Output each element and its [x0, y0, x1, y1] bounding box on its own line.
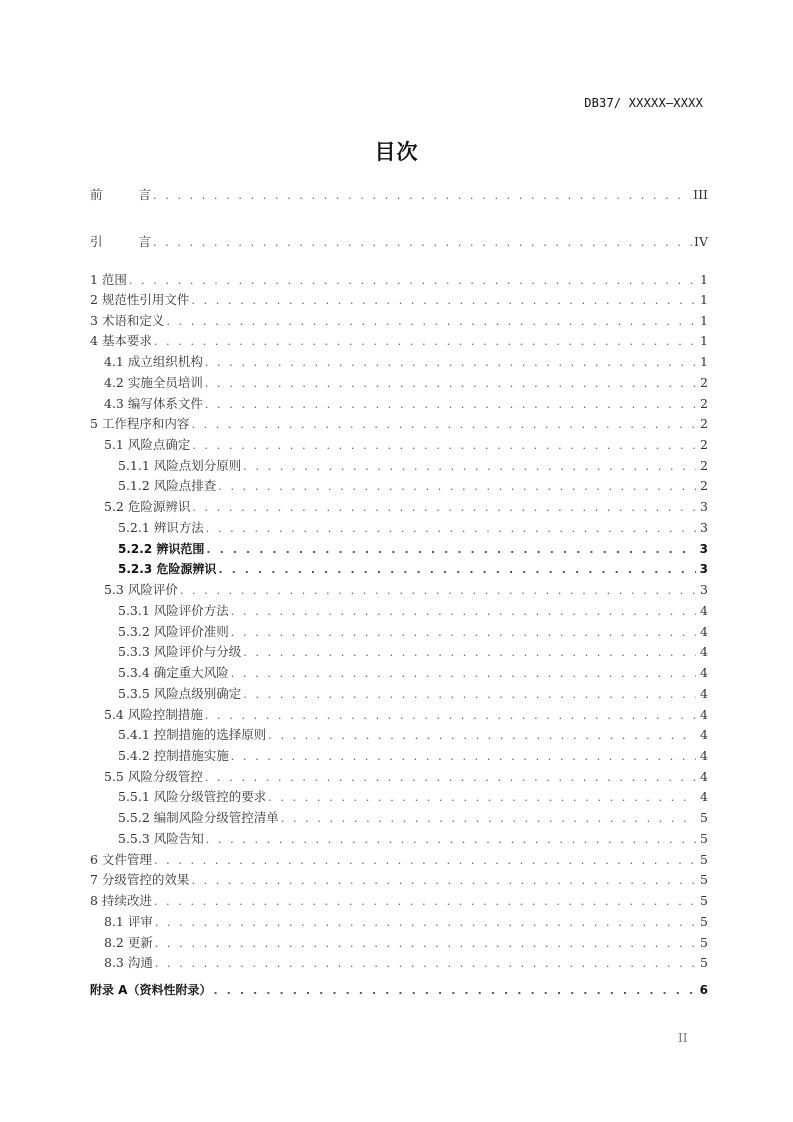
dot-leader — [153, 233, 692, 253]
toc-entry[interactable] — [90, 456, 708, 476]
toc-entry-label-second: 言 — [138, 187, 152, 202]
toc-entry-label: 1 范围 — [90, 272, 127, 287]
toc-entry[interactable] — [90, 185, 708, 205]
toc-entry-label: 5.2.2 辨识范围 — [118, 542, 205, 556]
toc-entry-page: 5 — [700, 955, 708, 970]
toc-entry-page: 3 — [699, 542, 708, 556]
toc-entry[interactable] — [90, 767, 708, 787]
toc-entry[interactable] — [90, 705, 708, 725]
toc-entry[interactable] — [90, 746, 708, 766]
standard-code: DB37/ XXXXX—XXXX — [584, 96, 703, 110]
toc-entry-page: 6 — [699, 983, 708, 997]
toc-entry[interactable] — [90, 394, 708, 414]
toc-entry-label-first: 前 — [90, 187, 103, 202]
dot-leader — [205, 768, 696, 788]
toc-entry[interactable] — [90, 539, 708, 559]
toc-entry-label: 8.3 沟通 — [104, 955, 153, 970]
toc-entry-label: 5.2 危险源辨识 — [104, 499, 191, 514]
toc-entry-label: 5.1.2 风险点排查 — [118, 478, 217, 493]
dot-leader — [191, 415, 696, 435]
dot-leader — [206, 519, 696, 539]
toc-entry-page: 4 — [700, 665, 708, 680]
dot-leader — [205, 353, 696, 373]
toc-entry-label: 5.4 风险控制措施 — [104, 707, 203, 722]
toc-entry[interactable] — [90, 829, 708, 849]
toc-entry-page: 2 — [700, 416, 708, 431]
dot-leader — [231, 602, 696, 622]
toc-entry[interactable] — [90, 373, 708, 393]
dot-leader — [155, 913, 696, 933]
dot-leader — [231, 664, 696, 684]
toc-entry-page: 5 — [700, 893, 708, 908]
toc-entry[interactable] — [90, 232, 708, 252]
toc-entry-label: 5.4.2 控制措施实施 — [118, 748, 229, 763]
dot-leader — [243, 457, 696, 477]
toc-entry-page: 4 — [700, 624, 708, 639]
dot-leader — [243, 685, 696, 705]
dot-leader — [205, 706, 696, 726]
toc-entry[interactable] — [90, 870, 708, 890]
toc-entry-label: 5.3.1 风险评价方法 — [118, 603, 229, 618]
toc-entry-label: 5.3 风险评价 — [104, 582, 178, 597]
dot-leader — [180, 581, 696, 601]
toc-entry-page: 1 — [700, 313, 708, 328]
toc-entry[interactable] — [90, 352, 708, 372]
toc-entry[interactable] — [90, 414, 708, 434]
dot-leader — [206, 830, 696, 850]
toc-entry-label: 5.2.1 辨识方法 — [118, 520, 204, 535]
toc-entry-page: 2 — [700, 458, 708, 473]
toc-entry[interactable] — [90, 435, 708, 455]
toc-entry[interactable] — [90, 290, 708, 310]
toc-entry[interactable] — [90, 787, 708, 807]
toc-entry[interactable] — [90, 642, 708, 662]
dot-leader — [166, 312, 696, 332]
toc-entry-page: 5 — [700, 914, 708, 929]
dot-leader — [155, 934, 696, 954]
toc-entry-label: 4 基本要求 — [90, 333, 152, 348]
toc-entry-label: 5.2.3 危险源辨识 — [118, 562, 217, 576]
toc-entry-label-first: 引 — [90, 234, 103, 249]
toc-entry-label: 5.3.3 风险评价与分级 — [118, 644, 242, 659]
dot-leader — [268, 788, 696, 808]
toc-entry-label: 2 规范性引用文件 — [90, 292, 190, 307]
toc-entry[interactable] — [90, 622, 708, 642]
dot-leader — [218, 477, 696, 497]
dot-leader — [206, 540, 696, 560]
toc-entry-page: 4 — [700, 686, 708, 701]
toc-entry[interactable] — [90, 725, 708, 745]
toc-entry-label: 5.5 风险分级管控 — [104, 769, 203, 784]
toc-entry-label: 8 持续改进 — [90, 893, 152, 908]
dot-leader — [231, 623, 696, 643]
toc-entry-label: 4.1 成立组织机构 — [104, 354, 203, 369]
dot-leader — [192, 498, 696, 518]
toc-entry-page: 1 — [700, 333, 708, 348]
toc-entry-label: 3 术语和定义 — [90, 313, 165, 328]
toc-entry-label: 4.3 编写体系文件 — [104, 396, 203, 411]
toc-entry[interactable] — [90, 311, 708, 331]
toc-entry-page: 5 — [700, 872, 708, 887]
toc-entry-label: 附录 A（资料性附录） — [90, 983, 212, 997]
toc-entry-page: 4 — [700, 748, 708, 763]
toc-entry-page: III — [693, 187, 708, 202]
dot-leader — [129, 271, 696, 291]
dot-leader — [213, 981, 696, 1001]
dot-leader — [205, 395, 696, 415]
toc-entry-page: 5 — [700, 810, 708, 825]
toc-entry-label-second: 言 — [138, 234, 152, 249]
toc-entry-label: 5.3.4 确定重大风险 — [118, 665, 229, 680]
toc-entry-page: 1 — [700, 292, 708, 307]
toc-entry[interactable] — [90, 933, 708, 953]
toc-entry[interactable] — [90, 980, 708, 1000]
toc-entry-label: 6 文件管理 — [90, 852, 152, 867]
toc-entry[interactable] — [90, 476, 708, 496]
dot-leader — [243, 643, 696, 663]
dot-leader — [154, 332, 696, 352]
toc-entry-page: 1 — [700, 354, 708, 369]
toc-entry-page: 5 — [700, 935, 708, 950]
dot-leader — [231, 747, 696, 767]
dot-leader — [281, 809, 696, 829]
dot-leader — [154, 892, 696, 912]
toc-entry-label: 5.1 风险点确定 — [104, 437, 191, 452]
toc-title: 目次 — [374, 140, 419, 164]
toc-entry-page: 3 — [700, 499, 708, 514]
toc-entry-label: 7 分级管控的效果 — [90, 872, 190, 887]
toc-entry-page: 1 — [700, 272, 708, 287]
toc-entry-page: 4 — [700, 707, 708, 722]
dot-leader — [191, 291, 696, 311]
toc-entry-label: 8.2 更新 — [104, 935, 153, 950]
toc-entry-page: 4 — [700, 789, 708, 804]
toc-entry-page: 2 — [700, 375, 708, 390]
dot-leader — [268, 726, 696, 746]
toc-entry-page: 2 — [700, 396, 708, 411]
toc-entry[interactable] — [90, 497, 708, 517]
toc-entry-label: 5.5.1 风险分级管控的要求 — [118, 789, 267, 804]
toc-entry-label: 4.2 实施全员培训 — [104, 375, 203, 390]
toc-entry[interactable] — [90, 580, 708, 600]
page-number: II — [678, 1031, 688, 1045]
toc-entry-page: 2 — [700, 478, 708, 493]
dot-leader — [155, 954, 696, 974]
toc-entry-label — [90, 185, 151, 205]
toc-entry-label: 5.3.2 风险评价准则 — [118, 624, 229, 639]
dot-leader — [153, 186, 691, 206]
toc-entry[interactable] — [90, 663, 708, 683]
toc-entry[interactable] — [90, 891, 708, 911]
dot-leader — [191, 871, 696, 891]
toc-entry-page: 3 — [699, 562, 708, 576]
toc-entry-label: 5 工作程序和内容 — [90, 416, 190, 431]
toc-entry-page: 3 — [700, 582, 708, 597]
toc-entry[interactable] — [90, 850, 708, 870]
toc-entry[interactable] — [90, 808, 708, 828]
toc-entry-page: 4 — [700, 603, 708, 618]
toc-entry[interactable] — [90, 270, 708, 290]
toc-entry[interactable] — [90, 953, 708, 973]
toc-entry-label: 5.5.2 编制风险分级管控清单 — [118, 810, 279, 825]
toc-entry-label: 5.3.5 风险点级别确定 — [118, 686, 242, 701]
toc-entry-label: 5.4.1 控制措施的选择原则 — [118, 727, 267, 742]
toc-entry-page: 2 — [700, 437, 708, 452]
toc-entry[interactable] — [90, 518, 708, 538]
toc-entry-label — [90, 232, 151, 252]
toc-entry-page: 4 — [700, 769, 708, 784]
toc-entry[interactable] — [90, 331, 708, 351]
dot-leader — [218, 560, 696, 580]
toc-entry-page: IV — [694, 234, 708, 249]
dot-leader — [154, 851, 696, 871]
toc-entry-page: 5 — [700, 852, 708, 867]
toc-entry-page: 3 — [700, 520, 708, 535]
toc-entry-page: 5 — [700, 831, 708, 846]
toc-entry-label: 5.1.1 风险点划分原则 — [118, 458, 242, 473]
toc-entry-label: 8.1 评审 — [104, 914, 153, 929]
toc-entry-page: 4 — [700, 727, 708, 742]
toc-entry[interactable] — [90, 601, 708, 621]
toc-entry-page: 4 — [700, 644, 708, 659]
toc-entry[interactable] — [90, 684, 708, 704]
toc-entry[interactable] — [90, 559, 708, 579]
dot-leader — [192, 436, 696, 456]
dot-leader — [205, 374, 696, 394]
toc-entry[interactable] — [90, 912, 708, 932]
toc-entry-label: 5.5.3 风险告知 — [118, 831, 204, 846]
